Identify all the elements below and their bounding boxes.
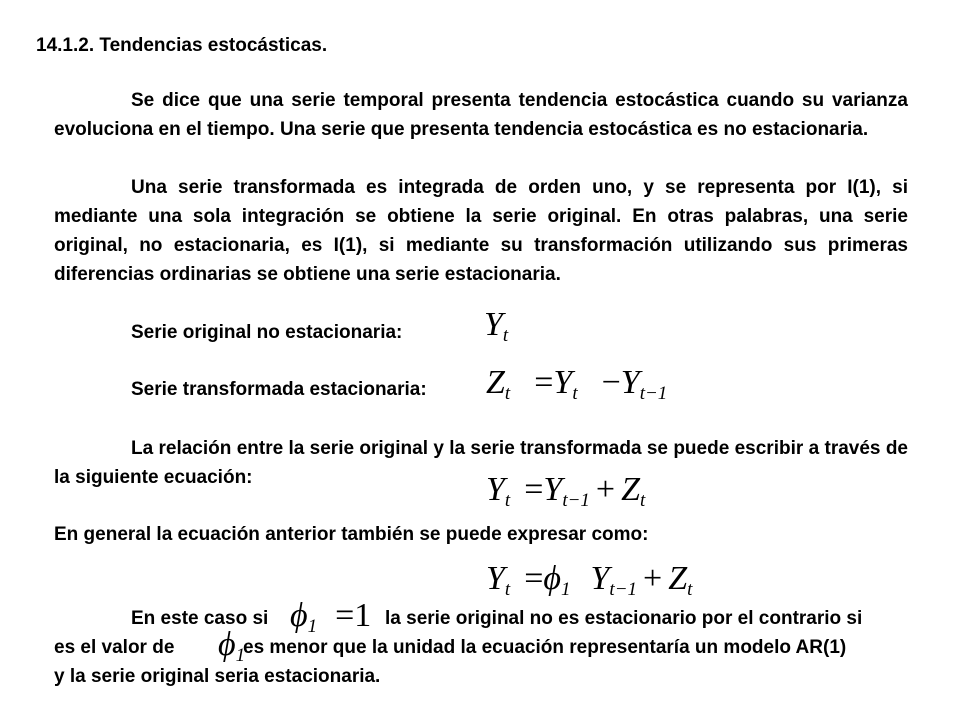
equation-transformed-series: $Z_t =Y_t -Y_{t-1}$	[486, 364, 668, 404]
conclusion-text-part1: En este caso si	[131, 608, 269, 629]
conclusion-text-part2: la serie original no es estacionario por el contrario si	[385, 608, 863, 629]
equation-relation: $Y_t =Y_{t-1} + Z_t$	[486, 471, 646, 511]
conclusion-text-part5: y la serie original seria estacionaria.	[54, 666, 381, 687]
paragraph-relation: La relación entre la serie original y la serie transformada se puede escribir a través de la siguiente ecuación:	[54, 438, 908, 488]
equation-general: $Y_t =\phi_1$ $Y_{t-1} + Z_t$	[486, 560, 693, 600]
original-series-label: Serie original no estacionaria:	[131, 322, 403, 343]
general-expression-label: En general la ecuación anterior también se puede expresar como:	[54, 524, 649, 545]
section-title: 14.1.2. Tendencias estocásticas.	[36, 35, 328, 56]
equation-original-series: $Y_t$	[484, 306, 509, 346]
paragraph-integration: Una serie transformada es integrada de orden uno, y se representa por I(1), si mediante una sola integración se obtiene la serie original. En otras palabras, una serie original, no estacionaria, es I(1), si mediante su transformación utilizando sus primeras diferencias ordinarias se obtiene una serie estacionaria.	[54, 177, 908, 285]
equation-phi-equals-one: $\phi_1 =1$	[290, 597, 372, 637]
conclusion-text-part3: es el valor de	[54, 637, 175, 658]
transformed-series-label: Serie transformada estacionaria:	[131, 379, 427, 400]
equation-phi-value: $\phi_1$	[218, 626, 246, 666]
paragraph-definition: Se dice que una serie temporal presenta tendencia estocástica cuando su varianza evoluciona en el tiempo. Una serie que presenta tendencia estocástica es no estacionaria.	[54, 90, 908, 140]
conclusion-text-part4: es menor que la unidad la ecuación representaría un modelo AR(1)	[243, 637, 847, 658]
